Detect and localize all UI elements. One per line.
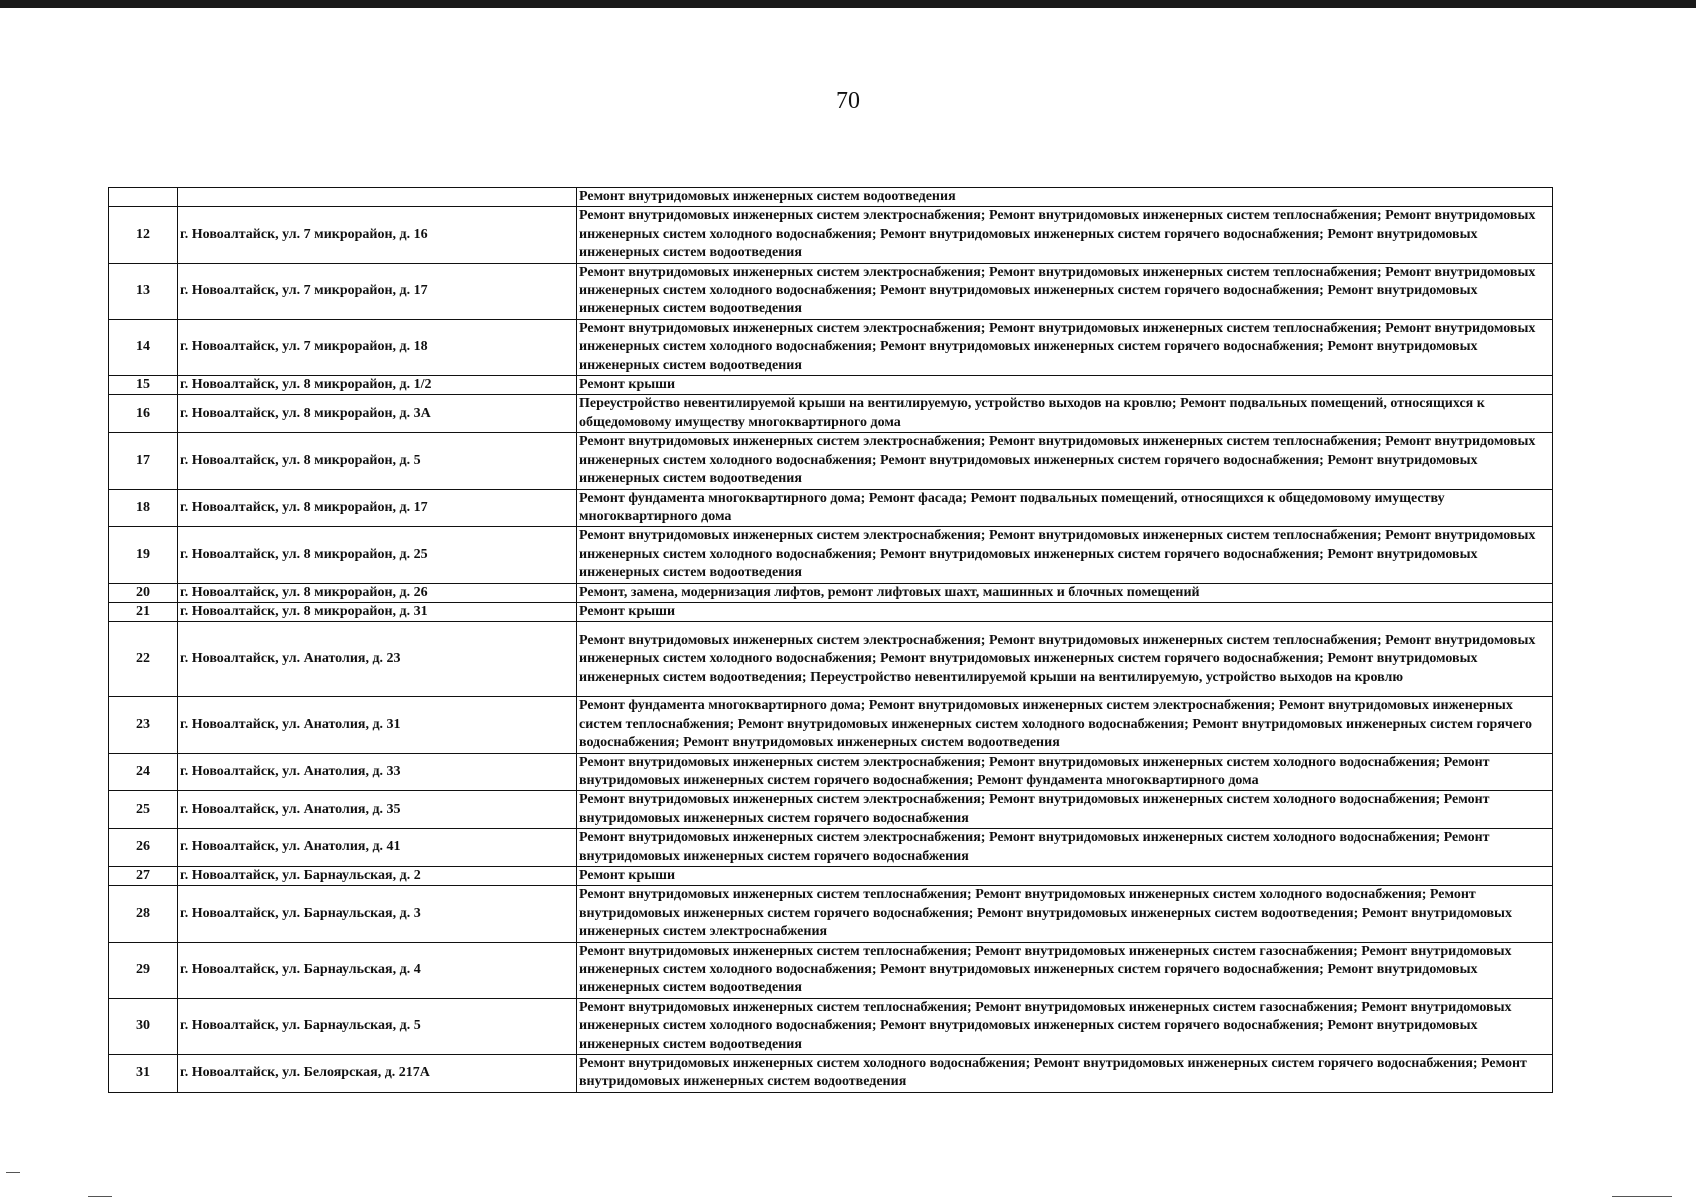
row-number: 13 <box>109 263 178 319</box>
row-number: 27 <box>109 867 178 886</box>
table-row <box>109 188 1553 207</box>
address-cell: г. Новоалтайск, ул. Барнаульская, д. 2 <box>178 867 577 886</box>
address-cell: г. Новоалтайск, ул. Анатолия, д. 35 <box>178 791 577 829</box>
row-number: 12 <box>109 207 178 263</box>
address-cell: г. Новоалтайск, ул. 7 микрорайон, д. 17 <box>178 263 577 319</box>
address-cell: г. Новоалтайск, ул. Барнаульская, д. 5 <box>178 998 577 1054</box>
table-row <box>109 622 1553 697</box>
address-cell: г. Новоалтайск, ул. Анатолия, д. 33 <box>178 753 577 791</box>
table-row <box>109 433 1553 489</box>
page-number: 70 <box>836 88 860 114</box>
work-description: Ремонт внутридомовых инженерных систем электроснабжения; Ремонт внутридомовых инженерных систем холодного водоснабжения; Ремонт внутридомовых инженерных систем горячего водоснабжения <box>577 791 1553 829</box>
work-description: Ремонт внутридомовых инженерных систем электроснабжения; Ремонт внутридомовых инженерных систем теплоснабжения; Ремонт внутридомовых инженерных систем холодного водоснабжения; Ремонт внутридомовых инженерных систем горячего водоснабжения; Ремонт внутридомовых инженерных систем водоотведения <box>577 527 1553 583</box>
table-row <box>109 376 1553 395</box>
row-number: 20 <box>109 583 178 602</box>
work-description: Переустройство невентилируемой крыши на вентилируемую, устройство выходов на кровлю; Ремонт подвальных помещений, относящихся к общедомовому имуществу многоквартирного дома <box>577 395 1553 433</box>
work-description: Ремонт фундамента многоквартирного дома; Ремонт фасада; Ремонт подвальных помещений, относящихся к общедомовому имуществу многоквартирного дома <box>577 489 1553 527</box>
table-row <box>109 1055 1553 1093</box>
work-description: Ремонт внутридомовых инженерных систем теплоснабжения; Ремонт внутридомовых инженерных систем газоснабжения; Ремонт внутридомовых инженерных систем холодного водоснабжения; Ремонт внутридомовых инженерных систем горячего водоснабжения; Ремонт внутридомовых инженерных систем водоотведения <box>577 942 1553 998</box>
table-row <box>109 829 1553 867</box>
work-description: Ремонт крыши <box>577 867 1553 886</box>
address-cell: г. Новоалтайск, ул. Анатолия, д. 23 <box>178 622 577 697</box>
address-cell: г. Новоалтайск, ул. 7 микрорайон, д. 16 <box>178 207 577 263</box>
work-description: Ремонт внутридомовых инженерных систем электроснабжения; Ремонт внутридомовых инженерных систем теплоснабжения; Ремонт внутридомовых инженерных систем холодного водоснабжения; Ремонт внутридомовых инженерных систем горячего водоснабжения; Ремонт внутридомовых инженерных систем водоотведения; Переустройство невентилируемой крыши на вентилируемую, устройство выходов на кровлю <box>577 622 1553 697</box>
row-number: 17 <box>109 433 178 489</box>
work-description: Ремонт внутридомовых инженерных систем электроснабжения; Ремонт внутридомовых инженерных систем теплоснабжения; Ремонт внутридомовых инженерных систем холодного водоснабжения; Ремонт внутридомовых инженерных систем горячего водоснабжения; Ремонт внутридомовых инженерных систем водоотведения <box>577 319 1553 375</box>
scan-top-border <box>0 0 1696 8</box>
table-row <box>109 753 1553 791</box>
row-number: 23 <box>109 697 178 753</box>
repair-works-table <box>108 187 1553 1093</box>
row-number: 30 <box>109 998 178 1054</box>
row-number: 24 <box>109 753 178 791</box>
table-row <box>109 583 1553 602</box>
row-number <box>109 188 178 207</box>
table-row <box>109 602 1553 621</box>
work-description: Ремонт внутридомовых инженерных систем электроснабжения; Ремонт внутридомовых инженерных систем теплоснабжения; Ремонт внутридомовых инженерных систем холодного водоснабжения; Ремонт внутридомовых инженерных систем горячего водоснабжения; Ремонт внутридомовых инженерных систем водоотведения <box>577 207 1553 263</box>
address-cell: г. Новоалтайск, ул. 7 микрорайон, д. 18 <box>178 319 577 375</box>
work-description: Ремонт внутридомовых инженерных систем электроснабжения; Ремонт внутридомовых инженерных систем теплоснабжения; Ремонт внутридомовых инженерных систем холодного водоснабжения; Ремонт внутридомовых инженерных систем горячего водоснабжения; Ремонт внутридомовых инженерных систем водоотведения <box>577 263 1553 319</box>
scan-artifact <box>1612 1196 1672 1197</box>
table-row <box>109 263 1553 319</box>
table-row <box>109 319 1553 375</box>
row-number: 21 <box>109 602 178 621</box>
address-cell: г. Новоалтайск, ул. Анатолия, д. 41 <box>178 829 577 867</box>
row-number: 19 <box>109 527 178 583</box>
row-number: 25 <box>109 791 178 829</box>
address-cell: г. Новоалтайск, ул. 8 микрорайон, д. 5 <box>178 433 577 489</box>
work-description: Ремонт внутридомовых инженерных систем теплоснабжения; Ремонт внутридомовых инженерных систем газоснабжения; Ремонт внутридомовых инженерных систем холодного водоснабжения; Ремонт внутридомовых инженерных систем горячего водоснабжения; Ремонт внутридомовых инженерных систем водоотведения <box>577 998 1553 1054</box>
table-row <box>109 942 1553 998</box>
table-row <box>109 867 1553 886</box>
work-description: Ремонт фундамента многоквартирного дома; Ремонт внутридомовых инженерных систем электроснабжения; Ремонт внутридомовых инженерных систем теплоснабжения; Ремонт внутридомовых инженерных систем холодного водоснабжения; Ремонт внутридомовых инженерных систем горячего водоснабжения; Ремонт внутридомовых инженерных систем водоотведения <box>577 697 1553 753</box>
address-cell: г. Новоалтайск, ул. 8 микрорайон, д. 31 <box>178 602 577 621</box>
address-cell <box>178 188 577 207</box>
work-description: Ремонт, замена, модернизация лифтов, ремонт лифтовых шахт, машинных и блочных помещений <box>577 583 1553 602</box>
row-number: 16 <box>109 395 178 433</box>
row-number: 31 <box>109 1055 178 1093</box>
address-cell: г. Новоалтайск, ул. 8 микрорайон, д. 1/2 <box>178 376 577 395</box>
address-cell: г. Новоалтайск, ул. 8 микрорайон, д. 17 <box>178 489 577 527</box>
work-description: Ремонт внутридомовых инженерных систем холодного водоснабжения; Ремонт внутридомовых инженерных систем горячего водоснабжения; Ремонт внутридомовых инженерных систем водоотведения <box>577 1055 1553 1093</box>
table-row <box>109 395 1553 433</box>
address-cell: г. Новоалтайск, ул. Анатолия, д. 31 <box>178 697 577 753</box>
row-number: 22 <box>109 622 178 697</box>
work-description: Ремонт внутридомовых инженерных систем водоотведения <box>577 188 1553 207</box>
address-cell: г. Новоалтайск, ул. 8 микрорайон, д. 26 <box>178 583 577 602</box>
table-row <box>109 527 1553 583</box>
address-cell: г. Новоалтайск, ул. 8 микрорайон, д. 25 <box>178 527 577 583</box>
row-number: 28 <box>109 886 178 942</box>
address-cell: г. Новоалтайск, ул. Барнаульская, д. 4 <box>178 942 577 998</box>
row-number: 18 <box>109 489 178 527</box>
work-description: Ремонт внутридомовых инженерных систем электроснабжения; Ремонт внутридомовых инженерных систем холодного водоснабжения; Ремонт внутридомовых инженерных систем горячего водоснабжения <box>577 829 1553 867</box>
table-body <box>109 188 1553 1093</box>
address-cell: г. Новоалтайск, ул. 8 микрорайон, д. 3А <box>178 395 577 433</box>
address-cell: г. Новоалтайск, ул. Барнаульская, д. 3 <box>178 886 577 942</box>
work-description: Ремонт внутридомовых инженерных систем теплоснабжения; Ремонт внутридомовых инженерных систем холодного водоснабжения; Ремонт внутридомовых инженерных систем горячего водоснабжения; Ремонт внутридомовых инженерных систем водоотведения; Ремонт внутридомовых инженерных систем электроснабжения <box>577 886 1553 942</box>
row-number: 14 <box>109 319 178 375</box>
scan-artifact <box>6 1172 20 1173</box>
table-row <box>109 886 1553 942</box>
table-row <box>109 998 1553 1054</box>
table-row <box>109 791 1553 829</box>
scan-artifact <box>88 1196 112 1197</box>
work-description: Ремонт крыши <box>577 376 1553 395</box>
table-row <box>109 697 1553 753</box>
table-row <box>109 207 1553 263</box>
work-description: Ремонт крыши <box>577 602 1553 621</box>
work-description: Ремонт внутридомовых инженерных систем электроснабжения; Ремонт внутридомовых инженерных систем холодного водоснабжения; Ремонт внутридомовых инженерных систем горячего водоснабжения; Ремонт фундамента многоквартирного дома <box>577 753 1553 791</box>
work-description: Ремонт внутридомовых инженерных систем электроснабжения; Ремонт внутридомовых инженерных систем теплоснабжения; Ремонт внутридомовых инженерных систем холодного водоснабжения; Ремонт внутридомовых инженерных систем горячего водоснабжения; Ремонт внутридомовых инженерных систем водоотведения <box>577 433 1553 489</box>
row-number: 29 <box>109 942 178 998</box>
row-number: 26 <box>109 829 178 867</box>
address-cell: г. Новоалтайск, ул. Белоярская, д. 217А <box>178 1055 577 1093</box>
row-number: 15 <box>109 376 178 395</box>
table-row <box>109 489 1553 527</box>
